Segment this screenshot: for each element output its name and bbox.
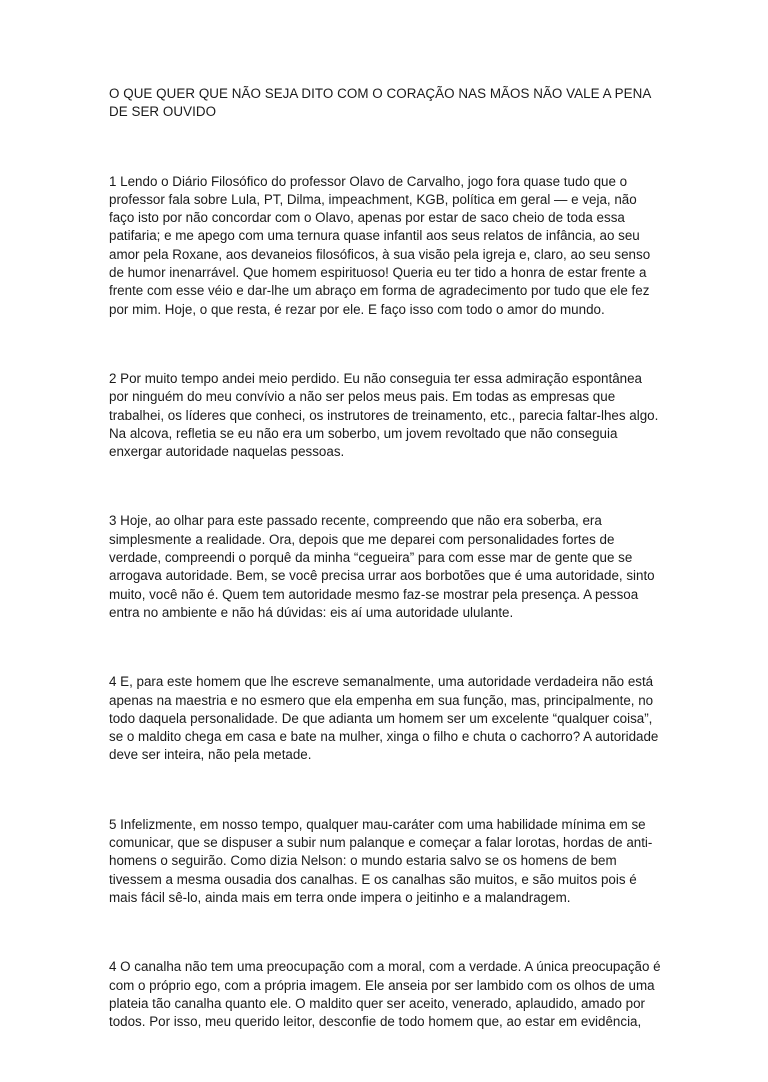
paragraph-5: 5 Infelizmente, em nosso tempo, qualquer mau-caráter com uma habilidade mínima em se comunicar, que se dispuser a subir num palanque e começar a falar lorotas, hordas de anti-homens o seguirão. Como dizia Nelson: o mundo estaria salvo se os homens de bem tivessem a mesma ousadia dos canalhas. E os canalhas são muitos, e são muitos pois é mais fácil sê-lo, ainda mais em terra onde impera o jeitinho e a malandragem. [109,816,653,905]
paragraph-4: 4 E, para este homem que lhe escreve semanalmente, uma autoridade verdadeira não está apenas na maestria e no esmero que ela empenha em sua função, mas, principalmente, no todo daquela personalidade. De que adianta um homem ser um excelente “qualquer coisa”, se o maldito chega em casa e bate na mulher, xinga o filho e chuta o cachorro? A autoridade deve ser inteira, não pela metade. [109,674,659,763]
document-title: O QUE QUER QUE NÃO SEJA DITO COM O CORAÇÃO NAS MÃOS NÃO VALE A PENA DE SER OUVIDO [109,86,651,120]
document-page [109,85,661,1082]
paragraph-1: 1 Lendo o Diário Filosófico do professor Olavo de Carvalho, jogo fora quase tudo que o professor fala sobre Lula, PT, Dilma, impeachment, KGB, política em geral — e veja, não faço isto por não concordar com o Olavo, apenas por estar de saco cheio de toda essa patifaria; e me apego com uma ternura quase infantil aos seus relatos de infância, ao seu amor pela Roxane, aos devaneios filosóficos, à sua visão pela igreja e, claro, ao seu senso de humor inenarrável. Que homem espirituoso! Queria eu ter tido a honra de estar frente a frente com esse véio e dar-lhe um abraço em forma de agradecimento por tudo que ele fez por mim. Hoje, o que resta, é rezar por ele. E faço isso com todo o amor do mundo. [109,173,651,317]
paragraph-2: 2 Por muito tempo andei meio perdido. Eu não conseguia ter essa admiração espontânea por ninguém do meu convívio a não ser pelos meus pais. Em todas as empresas que trabalhei, os líderes que conheci, os instrutores de treinamento, etc., parecia faltar-lhes algo. Na alcova, refletia se eu não era um soberbo, um jovem revoltado que não conseguia enxergar autoridade naquelas pessoas. [109,370,659,460]
paragraph-3: 3 Hoje, ao olhar para este passado recente, compreendo que não era soberba, era simplesmente a realidade. Ora, depois que me deparei com personalidades fortes de verdade, compreendi o porquê da minha “cegueira” para com esse mar de gente que se arrogava autoridade. Bem, se você precisa urrar aos borbotões que é uma autoridade, sinto muito, você não é. Quem tem autoridade mesmo faz-se mostrar pela presença. A pessoa entra no ambiente e não há dúvidas: eis aí uma autoridade ululante. [109,513,655,620]
paragraph-6: 4 O canalha não tem uma preocupação com a moral, com a verdade. A única preocupação é com o próprio ego, com a própria imagem. Ele anseia por ser lambido com os olhos de uma plateia tão canalha quanto ele. O maldito quer ser aceito, venerado, aplaudido, amado por todos. Por isso, meu querido leitor, desconfie de todo homem que, ao estar em evidência, [109,959,661,1030]
